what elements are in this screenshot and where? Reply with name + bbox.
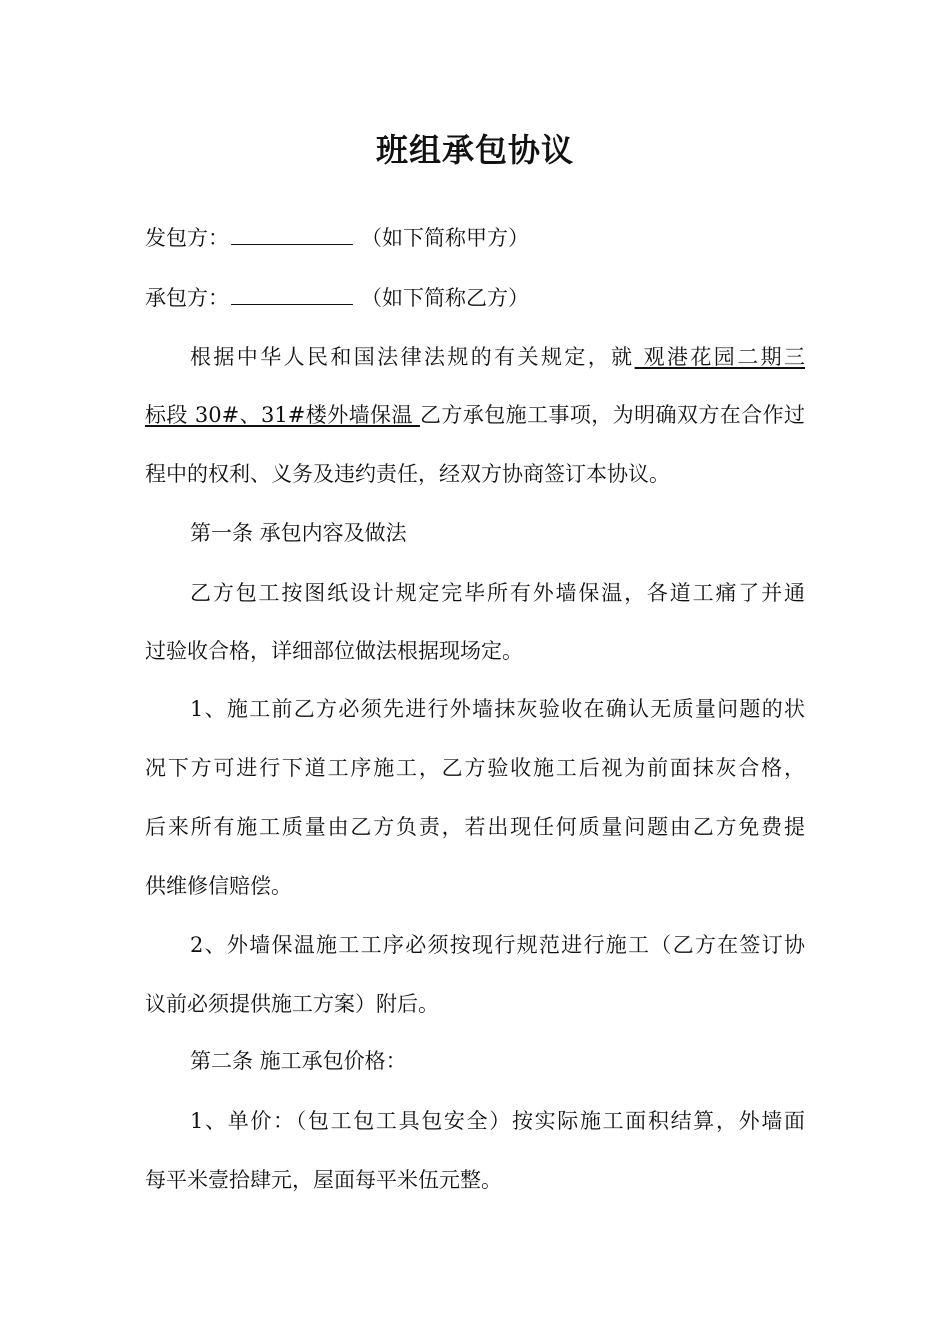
intro-line-1 xyxy=(190,342,805,372)
article-1-item-1-line-4: 供维修信赔偿。 xyxy=(145,874,292,898)
article-2-item-1-line-1: 1、单价：（包工包工具包安全）按实际施工面积结算，外墙面 xyxy=(190,1109,805,1133)
article-1-item-2-line-1: 2、外墙保温施工工序必须按现行规范进行施工（乙方在签订协 xyxy=(190,933,805,957)
article-1-para-line-2: 过验收合格，详细部位做法根据现场定。 xyxy=(145,639,523,663)
article-1-heading: 第一条 承包内容及做法 xyxy=(190,521,407,545)
intro-text: 乙方承包施工事项，为明确双方在合作过 xyxy=(419,403,805,427)
article-1-item-2-line-2: 议前必须提供施工方案）附后。 xyxy=(145,992,439,1016)
intro-line-2 xyxy=(145,400,805,430)
party-a-line xyxy=(145,222,529,253)
article-1-item-1-line-2: 况下方可进行下道工序施工，乙方验收施工后视为前面抹灰合格， xyxy=(145,756,805,780)
party-b-line xyxy=(145,282,529,313)
party-a-label: 发包方： xyxy=(145,226,229,250)
party-a-note: （如下简称甲方） xyxy=(361,226,529,250)
document-title: 班组承包协议 xyxy=(375,131,574,169)
article-2-heading: 第二条 施工承包价格： xyxy=(190,1049,407,1073)
party-b-note: （如下简称乙方） xyxy=(361,286,529,310)
article-1-item-1-line-3: 后来所有施工质量由乙方负责，若出现任何质量问题由乙方免费提 xyxy=(145,815,805,839)
party-b-blank[interactable] xyxy=(231,282,353,305)
article-1-item-1-line-1: 1、施工前乙方必须先进行外墙抹灰验收在确认无质量问题的状 xyxy=(190,697,805,721)
article-2-item-1-line-2: 每平米壹拾肆元，屋面每平米伍元整。 xyxy=(145,1168,502,1192)
article-1-para-line-1: 乙方包工按图纸设计规定完毕所有外墙保温，各道工痛了并通 xyxy=(190,581,805,605)
project-name-part-2: 标段 30#、31#楼外墙保温 xyxy=(145,403,420,427)
intro-line-3: 程中的权利、义务及违约责任，经双方协商签订本协议。 xyxy=(145,462,670,486)
party-a-blank[interactable] xyxy=(231,222,353,245)
project-name-part-1: 观港花园二期三 xyxy=(634,345,805,369)
intro-text: 根据中华人民和国法律法规的有关规定，就 xyxy=(190,345,635,369)
party-b-label: 承包方： xyxy=(145,286,229,310)
